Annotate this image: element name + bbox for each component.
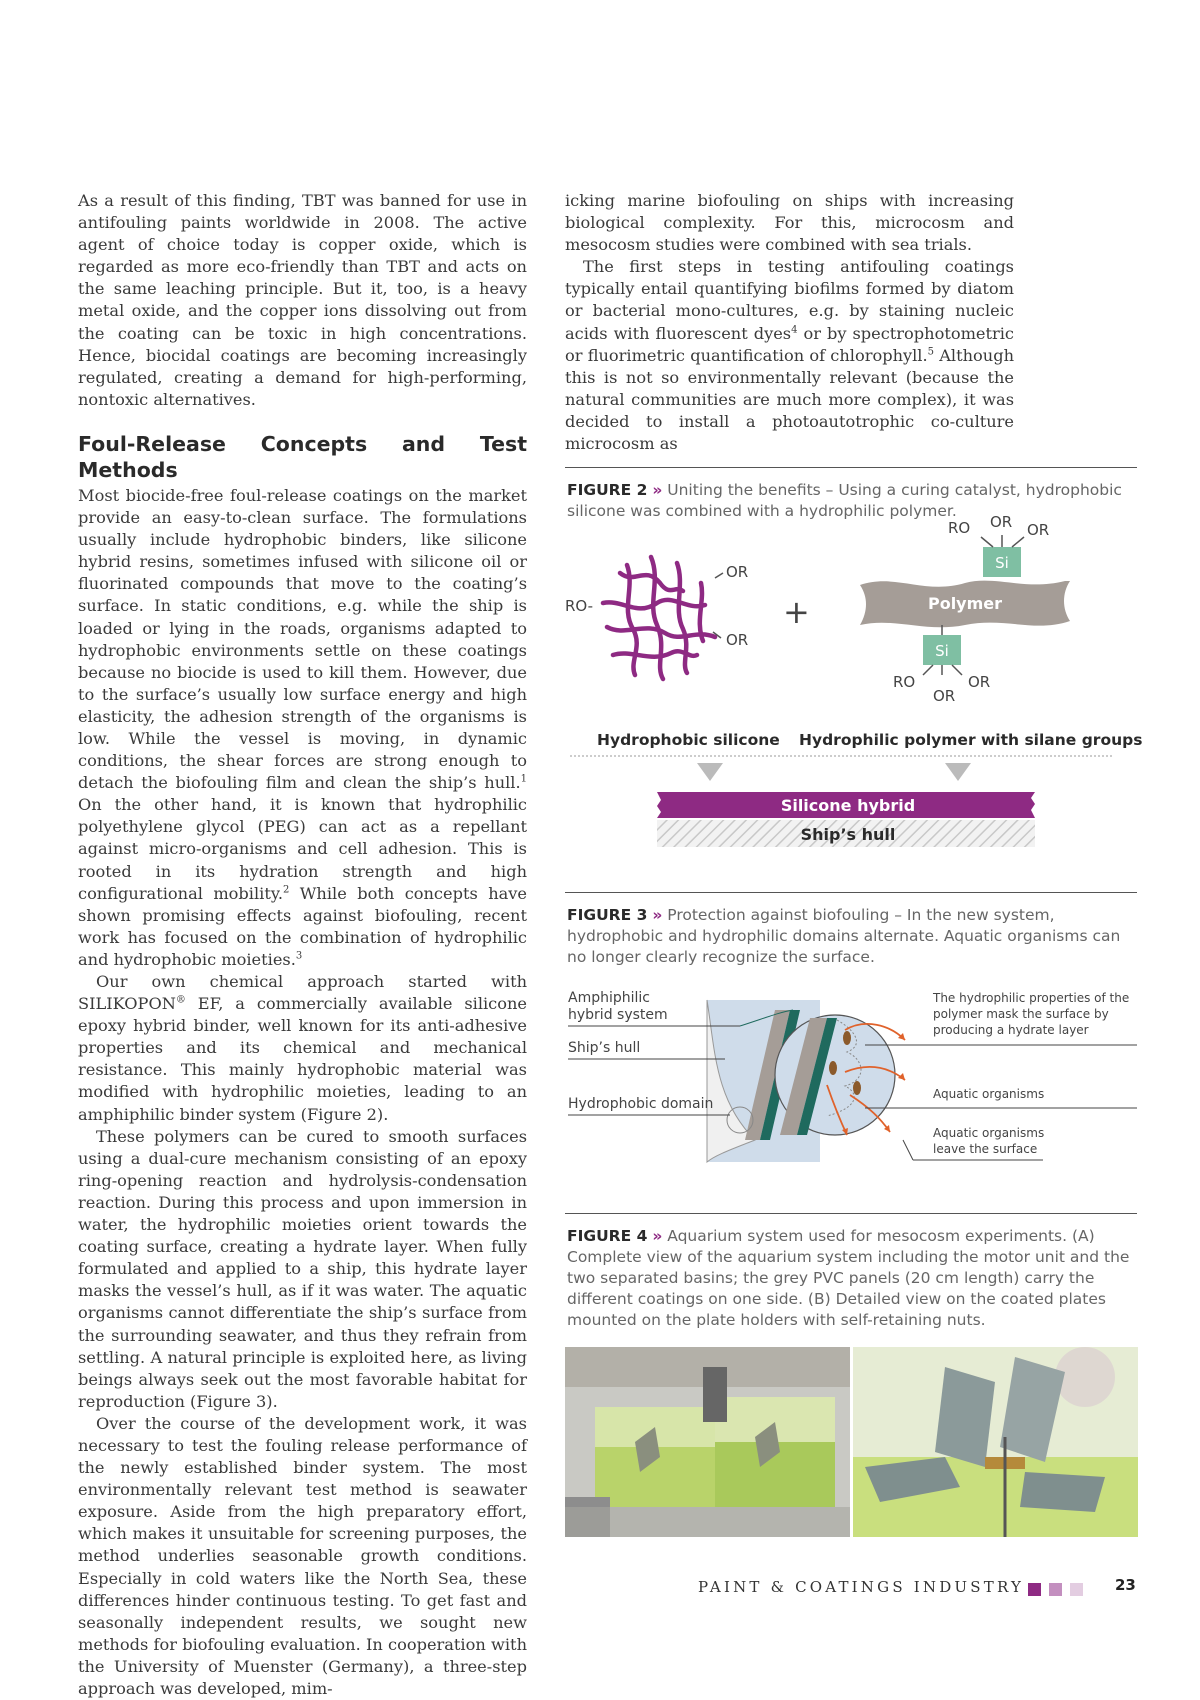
- network-strand: [651, 557, 663, 679]
- paragraph: [78, 971, 527, 1126]
- ro-left-label: RO-: [565, 597, 594, 615]
- table-surface: [565, 1507, 850, 1537]
- network-strand: [627, 565, 637, 675]
- or-top-label: OR: [726, 563, 749, 581]
- leader-line: [903, 1140, 913, 1160]
- network-strand: [677, 563, 687, 673]
- paragraph: [78, 485, 527, 971]
- polymer-label: Polymer: [927, 594, 1003, 613]
- figure-label: FIGURE 4: [567, 1227, 648, 1245]
- footnote-ref: 3: [295, 950, 303, 962]
- text-span: The first steps in testing antifouling coatings typically entail quantifying biofilms formed by diatom or bacterial mono-cultures, e.g. by staining nucleic acids with fluorescent dyes: [565, 257, 1014, 343]
- figure-4-caption: [567, 1226, 1137, 1331]
- hydrophilic-polymer-label: Hydrophilic polymer with silane groups: [799, 731, 1143, 749]
- paragraph: Over the course of the development work, it was necessary to test the fouling release performance of the newly established binder system. The most environmentally relevant test method is seawater exposure. Aside from the high preparatory effort, which makes it unsuitable for screening purposes, the method underlies seasonable growth conditions. Especially in cold waters like the North Sea, these differences hinder continuous testing. To get fast and seasonally independent results, we sought new methods for biofouling evaluation. In cooperation with the University of Muenster (Germany), a three-step approach was developed, mim-: [78, 1413, 527, 1698]
- bond-line: [981, 537, 993, 547]
- footer-square: [1028, 1583, 1041, 1596]
- chevron-icon: »: [652, 906, 663, 924]
- ships-hull-label: Ship’s hull: [800, 825, 896, 844]
- text-span: Most biocide-free foul-release coatings on the market provide an easy-to-clean surface. The formulations usually include hydrophobic binders, like silicone hybrid resins, sometimes infused with silicone oil or fluorinated compounds that move to the coating’s surface. In static conditions, e.g. while the ship is loaded or lying in the roads, organisms adapted to hydrophobic environments settle on these coatings because no biocide is used to kill them. However, due to the surface’s usually low surface energy and high elasticity, the adhesion strength of the organisms is low. While the vessel is moving, in dynamic conditions, the shear forces are strong enough to detach the biofouling film and clean the ship’s hull.: [78, 485, 527, 793]
- hydrophobic-silicone-label: Hydrophobic silicone: [597, 731, 780, 749]
- bond-line: [715, 573, 723, 578]
- arrow-down-icon: [945, 763, 971, 781]
- ro-top-label: RO: [948, 519, 971, 537]
- left-column: [78, 190, 527, 1700]
- coated-plate: [1020, 1472, 1105, 1512]
- photo-a: [565, 1347, 850, 1537]
- footer-square: [1070, 1583, 1083, 1596]
- ships-hull-label: Ship’s hull: [568, 1040, 641, 1056]
- footer-square: [1049, 1583, 1062, 1596]
- figure-4-photos: [565, 1347, 1138, 1537]
- paragraph: [565, 256, 1014, 455]
- silicone-hybrid-label: Silicone hybrid: [780, 796, 916, 815]
- section-heading: Foul-Release Concepts and Test Methods: [78, 431, 527, 482]
- note-line: The hydrophilic properties of the: [933, 991, 1130, 1005]
- amphiphilic-label: Amphiphilic: [568, 990, 650, 1006]
- paragraph: These polymers can be cured to smooth surfaces using a dual-cure mechanism consisting of an epoxy ring-opening reaction and hydrolysis-condensation reaction. During this process and upon immersion in water, the hydrophilic moieties orient towards the coating surface, creating a hydrate layer. When fully formulated and applied to a ship, this hydrate layer masks the vessel’s hull, as if it was water. The aquatic organisms cannot differentiate the ship’s surface from the surrounding seawater, and thus they refrain from settling. A natural principle is exploited here, as living beings always seek out the most favorable habitat for reproduction (Figure 3).: [78, 1126, 527, 1411]
- motor-unit: [703, 1367, 727, 1422]
- text-span: While both concepts have shown promising effects against biofouling, recent work has focused on the combination of hydrophilic and hydrophobic moieties.: [78, 883, 527, 969]
- text-span: or by spectrophotometric or fluorimetric quantification of chlorophyll.: [565, 323, 1014, 365]
- paragraph: As a result of this finding, TBT was banned for use in antifouling paints worldwide in 2008. The active agent of choice today is copper oxide, which is regarded as more eco-friendly than TBT and acts on the same leaching principle. But it, too, is a heavy metal oxide, and the copper ions dissolving out from the coating can be toxic in high concentrations. Hence, biocidal coatings are becoming increasingly regulated, creating a demand for high-performing, nontoxic alternatives.: [78, 191, 527, 409]
- note-line: polymer mask the surface by: [933, 1007, 1109, 1021]
- bond-line: [1012, 537, 1024, 547]
- paragraph: icking marine biofouling on ships with increasing biological complexity. For this, microcosm and mesocosm studies were combined with sea trials.: [565, 191, 1014, 255]
- coated-plate: [935, 1367, 995, 1467]
- bond-line: [952, 665, 962, 675]
- text-span: Our own chemical approach started with SILIKOPON: [78, 972, 527, 1014]
- figure-3-diagram: [565, 990, 1140, 1165]
- or-top-right-label: OR: [1027, 521, 1050, 539]
- or-bottom-label: OR: [726, 631, 749, 649]
- text-span: EF, a commercially available silicone epoxy hybrid binder, well known for its anti-adhesive properties and its chemical and mechanical resistance. This mainly hydrophobic material was modified with hydrophilic moieties, leading to an amphiphilic binder system (Figure 2).: [78, 994, 527, 1124]
- caption-text: Aquarium system used for mesocosm experiments. (A) Complete view of the aquarium system including the motor unit and the two separated basins; the grey PVC panels (20 cm length) carry the different coatings on one side. (B) Detailed view on the coated plates mounted on the plate holders with self-retaining nuts.: [567, 1227, 1130, 1329]
- photo-b: [853, 1347, 1138, 1537]
- arrow-down-icon: [697, 763, 723, 781]
- or-bottom-right-label: OR: [968, 673, 991, 691]
- aquatic-organisms-label: Aquatic organisms: [933, 1087, 1045, 1101]
- organism-icon: [829, 1061, 837, 1075]
- figure-rule: [565, 892, 1137, 893]
- figure-2-caption: [567, 480, 1137, 522]
- footnote-ref: 4: [791, 324, 798, 336]
- or-bottom-center-label: OR: [933, 687, 956, 705]
- text-span: Although this is not so environmentally relevant (because the natural communities are much more complex), it was decided to install a photoautotrophic co-culture microcosm as: [565, 345, 1014, 454]
- footnote-ref: 2: [282, 884, 290, 896]
- bond-line: [923, 665, 933, 675]
- chevron-icon: »: [652, 481, 663, 499]
- plus-sign: +: [783, 593, 810, 631]
- registered-mark: ®: [175, 994, 186, 1006]
- organism-icon: [853, 1081, 861, 1095]
- chevron-icon: »: [652, 1227, 663, 1245]
- network-strand: [700, 583, 703, 641]
- leave-surface-label: leave the surface: [933, 1142, 1038, 1156]
- caption-text: Uniting the benefits – Using a curing catalyst, hydrophobic silicone was combined with a hydrophilic polymer.: [567, 481, 1122, 520]
- journal-name: PAINT & COATINGS INDUSTRY: [698, 1578, 1025, 1596]
- si-bottom-label: Si: [935, 642, 949, 660]
- text-span: On the other hand, it is known that hydrophilic polyethylene glycol (PEG) can act as a repellant against micro-organisms and cell adhesion. This is rooted in its hydration strength and high configurational mobility.: [78, 795, 527, 903]
- note-line: producing a hydrate layer: [933, 1023, 1089, 1037]
- footnote-ref: 1: [520, 773, 527, 785]
- organism-icon: [843, 1031, 851, 1045]
- page-number: 23: [1115, 1576, 1136, 1594]
- or-top-center-label: OR: [990, 513, 1013, 531]
- figure-2-diagram: [565, 513, 1143, 860]
- background-blur: [1055, 1347, 1115, 1407]
- figure-3-caption: [567, 905, 1137, 968]
- si-top-label: Si: [995, 554, 1009, 572]
- figure-label: FIGURE 3: [567, 906, 648, 924]
- silicone-network: [603, 557, 715, 679]
- hybrid-system-label: hybrid system: [568, 1007, 668, 1023]
- figure-rule: [565, 467, 1137, 468]
- figure-rule: [565, 1213, 1137, 1214]
- figure-label: FIGURE 2: [567, 481, 648, 499]
- footnote-ref: 5: [927, 346, 935, 358]
- aquatic-organisms-label: Aquatic organisms: [933, 1126, 1045, 1140]
- right-column: [565, 190, 1014, 455]
- ro-bottom-label: RO: [893, 673, 916, 691]
- hydrophobic-domain-label: Hydrophobic domain: [568, 1096, 714, 1112]
- caption-text: Protection against biofouling – In the new system, hydrophobic and hydrophilic domains alternate. Aquatic organisms can no longer clearly recognize the surface.: [567, 906, 1121, 966]
